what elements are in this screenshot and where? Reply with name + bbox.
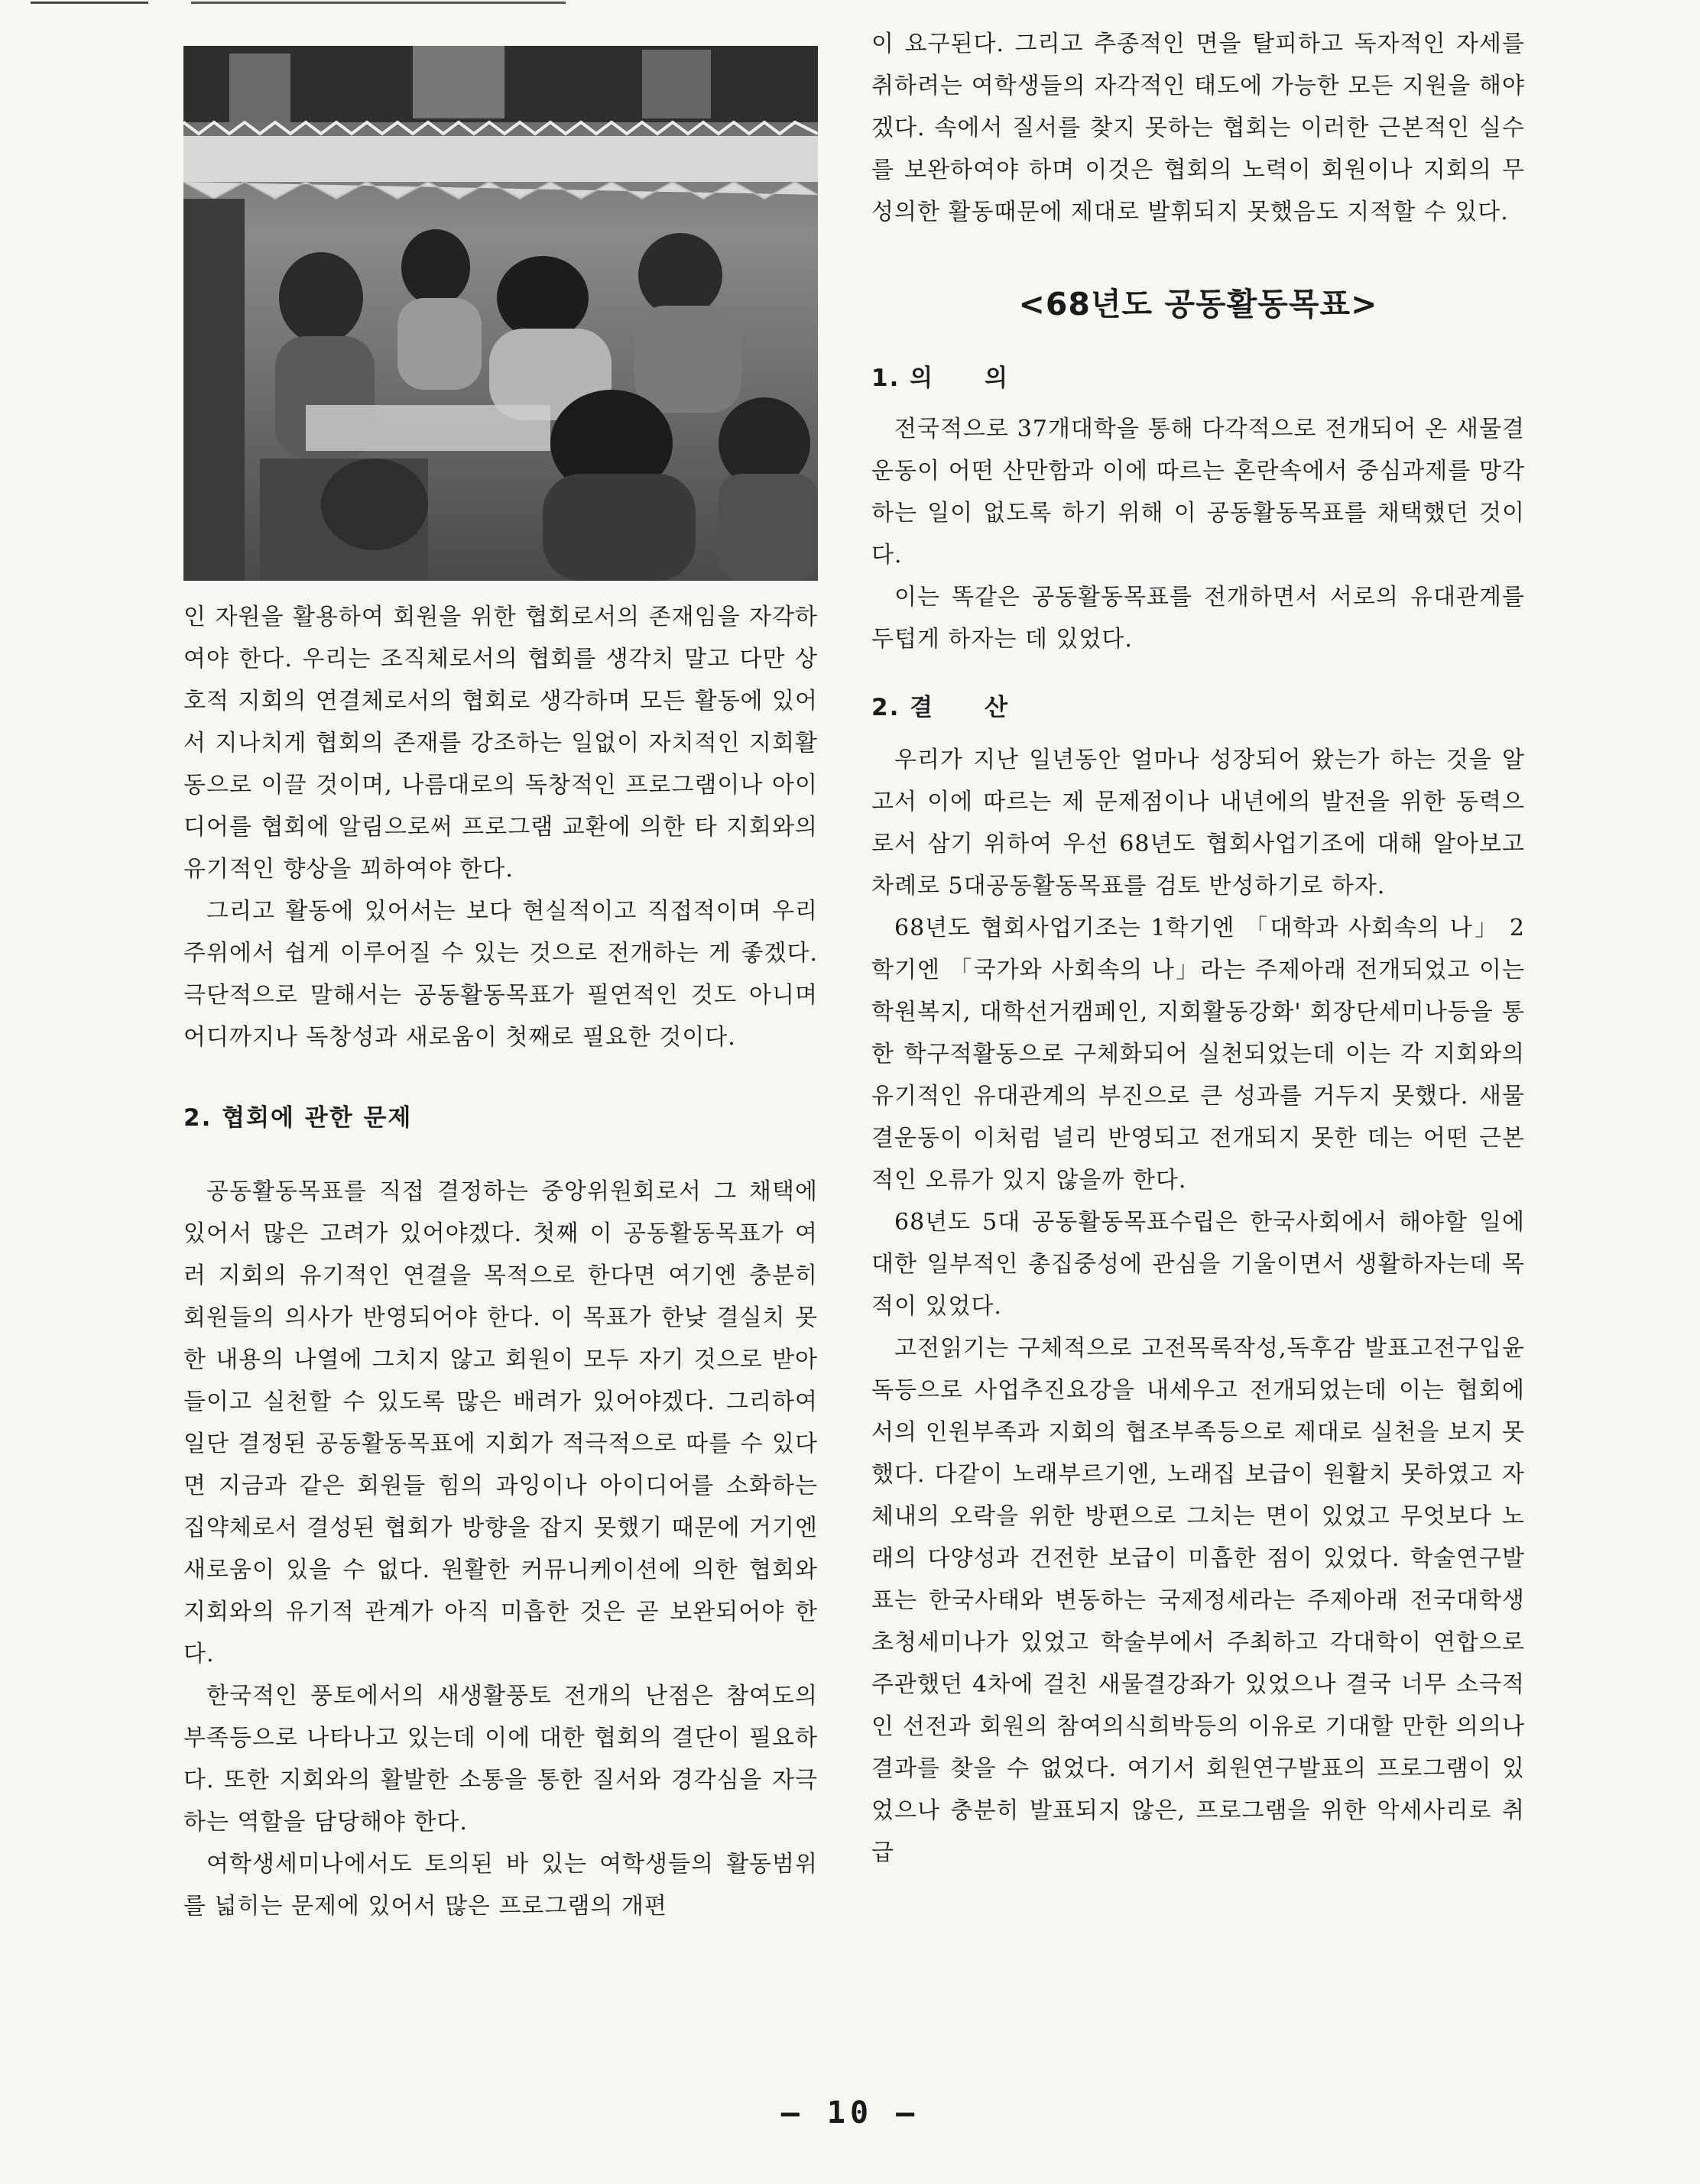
settlement-paragraph-1: 우리가 지난 일년동안 얼마나 성장되어 왔는가 하는 것을 알고서 이에 따르는 제 문제점이나 내년에의 발전을 위한 동력으로서 삼기 위하여 우선 68년도 협회사업기조에 대해 알아보고 차례로 5대공동활동목표를 검토 반성하기로 하자.: [871, 747, 1525, 899]
left-column: [183, 46, 818, 1927]
photo-meeting-icon: [183, 46, 818, 581]
left-section-paragraph-3: 여학생세미나에서도 토의된 바 있는 여학생들의 활동범위를 넓히는 문제에 있어서 많은 프로그램의 개편: [183, 1851, 818, 1920]
meeting-photo-image: [183, 46, 818, 581]
right-intro-paragraph: 이 요구된다. 그리고 추종적인 면을 탈피하고 독자적인 자세를 취하려는 여학생들의 자각적인 태도에 가능한 모든 지원을 해야겠다. 속에서 질서를 찾지 못하는 협회는 이러한 근본적인 실수를 보완하여야 하며 이것은 협회의 노력이 회원이나 지회의 무성의한 활동때문에 제대로 발휘되지 못했음도 지적할 수 있다.: [871, 31, 1525, 225]
significance-paragraph-2: 이는 똑같은 공동활동목표를 전개하면서 서로의 유대관계를 두텁게 하자는 데 있었다.: [871, 584, 1525, 653]
settlement-paragraph-2: 68년도 협회사업기조는 1학기엔 「대학과 사회속의 나」 2학기엔 「국가와 사회속의 나」라는 주제아래 전개되었고 이는 학원복지, 대학선거캠페인, 지회활동강화' 회장단세미나등을 통한 학구적활동으로 구체화되어 실천되었는데 이는 각 지회와의 유기적인 유대관계의 부진으로 큰 성과를 거두지 못했다. 새물결운동이 이처럼 널리 반영되고 전개되지 못한 데는 어떤 근본적인 오류가 있지 않을까 한다.: [871, 915, 1525, 1194]
page-number: — 10 —: [780, 2095, 920, 2131]
settlement-paragraph-4: 고전읽기는 구체적으로 고전목록작성,독후감 발표고전구입윤독등으로 사업추진요강을 내세우고 전개되었는데 이는 협회에서의 인원부족과 지회의 협조부족등으로 제대로 실천을 보지 못했다. 다같이 노래부르기엔, 노래집 보급이 원활치 못하였고 자체내의 오락을 위한 방편으로 그치는 면이 있었고 무엇보다 노래의 다양성과 건전한 보급이 미흡한 점이 있었다. 학술연구발표는 한국사태와 변동하는 국제정세라는 주제아래 전국대학생초청세미나가 있었고 학술부에서 주최하고 각대학이 연합으로 주관했던 4차에 걸친 새물결강좌가 있었으나 결국 너무 소극적인 선전과 회원의 참여의식희박등의 이유로 기대할 만한 의의나 결과를 찾을 수 없었다. 여기서 회원연구발표의 프로그램이 있었으나 충분히 발표되지 않은, 프로그램을 위한 악세사리로 취급: [871, 1335, 1525, 1866]
left-section-paragraph-1: 공동활동목표를 직접 결정하는 중앙위원회로서 그 채택에 있어서 많은 고려가 있어야겠다. 첫째 이 공동활동목표가 여러 지회의 유기적인 연결을 목적으로 한다면 여기엔 충분히 회원들의 의사가 반영되어야 한다. 이 목표가 한낮 결실치 못한 내용의 나열에 그치지 않고 회원이 모두 자기 것으로 받아들이고 실천할 수 있도록 많은 배려가 있어야겠다. 그리하여 일단 결정된 공동활동목표에 지회가 적극적으로 따를 수 있다면 지금과 같은 회원들 힘의 과잉이나 아이디어를 소화하는 집약체로서 결성된 협회가 방향을 잡지 못했기 때문에 거기엔 새로움이 있을 수 없다. 원활한 커뮤니케이션에 의한 협회와 지회와의 유기적 관계가 아직 미흡한 것은 곧 보완되어야 한다.: [183, 1178, 818, 1667]
top-rule: [31, 2, 566, 4]
left-paragraph-2: 그리고 활동에 있어서는 보다 현실적이고 직접적이며 우리 주위에서 쉽게 이루어질 수 있는 것으로 전개하는 게 좋겠다. 극단적으로 말해서는 공동활동목표가 필연적인 것도 아니며 어디까지나 독창성과 새로움이 첫째로 필요한 것이다.: [183, 898, 818, 1051]
settlement-paragraph-3: 68년도 5대 공동활동목표수립은 한국사회에서 해야할 일에 대한 일부적인 총집중성에 관심을 기울이면서 생활하자는데 목적이 있었다.: [871, 1209, 1525, 1320]
section-heading-association: 2. 협회에 관한 문제: [183, 1104, 413, 1132]
left-paragraph-1: 인 자원을 활용하여 회원을 위한 협회로서의 존재임을 자각하여야 한다. 우리는 조직체로서의 협회를 생각치 말고 다만 상호적 지회의 연결체로서의 협회로 생각하며 모든 활동에 있어서 지나치게 협회의 존재를 강조하는 일없이 자치적인 지회활동으로 이끌 것이며, 나름대로의 독창적인 프로그램이나 아이디어를 협회에 알림으로써 프로그램 교환에 의한 타 지회와의 유기적인 향상을 꾀하여야 한다.: [183, 604, 818, 883]
significance-paragraph-1: 전국적으로 37개대학을 통해 다각적으로 전개되어 온 새물결운동이 어떤 산만함과 이에 따르는 혼란속에서 중심과제를 망각하는 일이 없도록 하기 위해 이 공동활동목표를 채택했던 것이다.: [871, 416, 1525, 569]
right-column: [871, 23, 1525, 1874]
section-title-goals: <68년도 공동활동목표>: [1018, 286, 1378, 322]
subheading-settlement: 2. 결 산: [871, 694, 1010, 721]
left-section-paragraph-2: 한국적인 풍토에서의 새생활풍토 전개의 난점은 참여도의 부족등으로 나타나고 있는데 이에 대한 협회의 결단이 필요하다. 또한 지회와의 활발한 소통을 통한 질서와 경각심을 자극하는 역할을 담당해야 한다.: [183, 1683, 818, 1836]
subheading-significance: 1. 의 의: [871, 365, 1010, 392]
